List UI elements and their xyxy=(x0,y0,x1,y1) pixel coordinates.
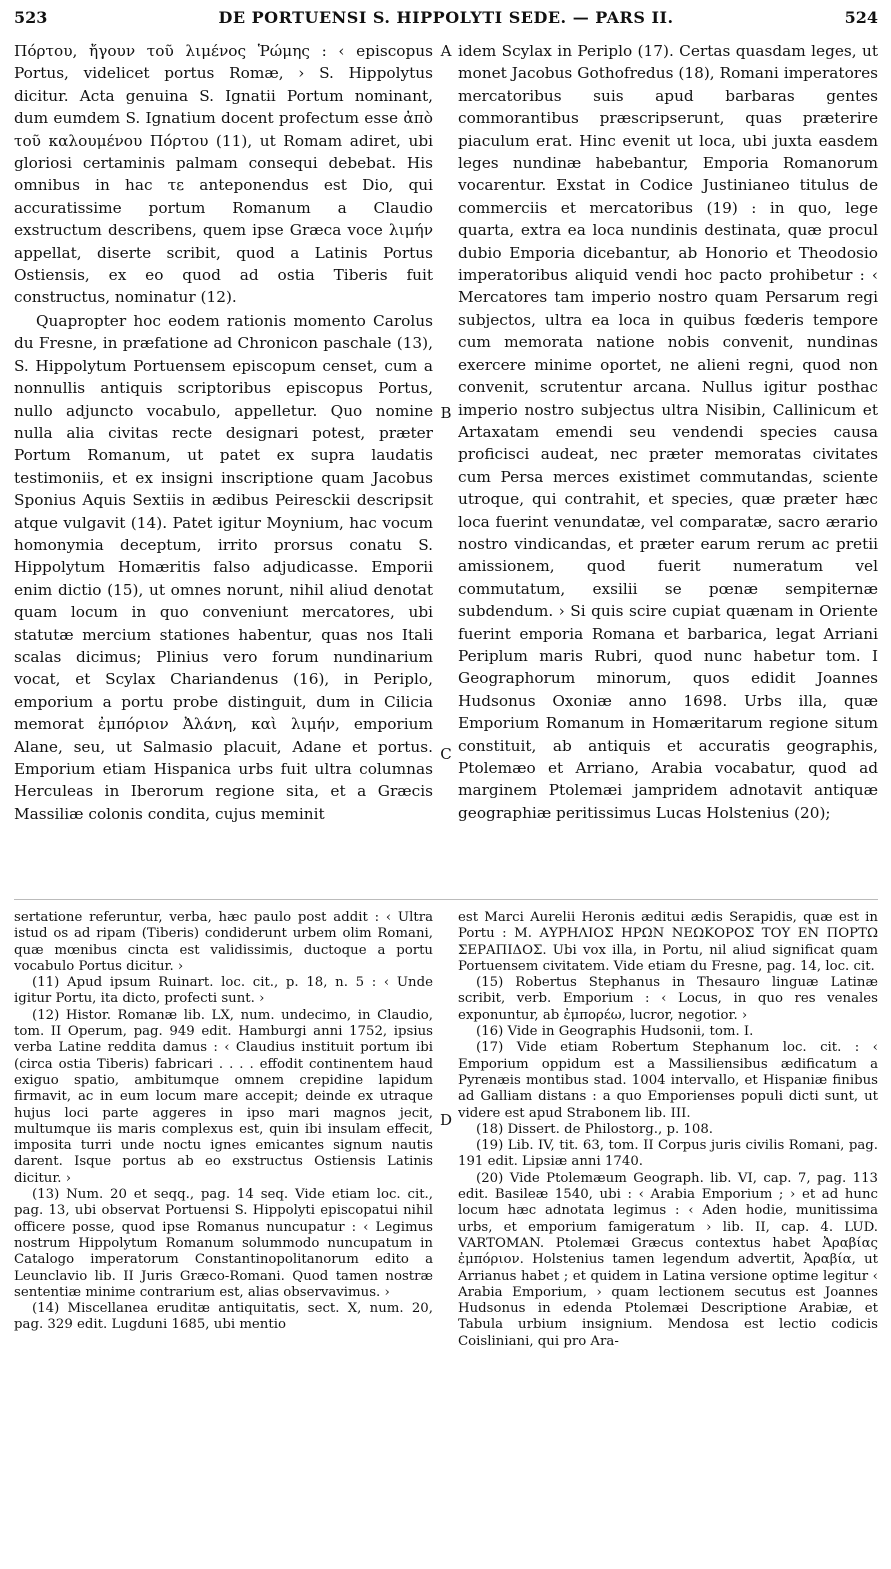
page-number-left: 523 xyxy=(14,8,48,27)
footnote-12: (12) Histor. Romanæ lib. LX, num. undecimo, in Claudio, tom. II Operum, pag. 949 edit. Hamburgi anni 1752, ipsius verba Latine reddita damus : ‹ Claudius instituit portum ibi (circa ostia Tiberis) fabricari . . . . effodit continentem haud exiguo spatio, ambitumque omnem crepidine lapidum firmavit, ac in eum locum mare accepit; deinde ex utraque hujus loci parte aggeres in ipso mari magnos jecit, multumque iis maris complexus est, quin ibi insulam effecit, imposita turri unde noctu ignes emicantes signum nautis darent. Isque portus ab eo exstructus Ostiensis Latinis dicitur. › xyxy=(14,1007,433,1186)
footnote-11: (11) Apud ipsum Ruinart. loc. cit., p. 18, n. 5 : ‹ Unde igitur Portu, ita dicto, profecti sunt. › xyxy=(14,975,433,1007)
left-main-paragraph-1: Πόρτου, ἤγουν τοῦ λιμένος Ῥώμης : ‹ episcopus Portus, videlicet portus Romæ, › S. Hippolytus dicitur. Acta genuina S. Ignatii Portum nominant, dum eumdem S. Ignatium docent profectum esse ἀπὸ τοῦ καλουμένου Πόρτου (11), ut Romam adiret, ubi gloriosi certaminis palmam consequi debebat. His omnibus in hac τε anteponendus est Dio, qui accuratissime portum Romanum a Claudio exstructum describens, quem ipse Græca voce λιμήν appellat, diserte scribit, quod a Latinis Portus Ostiensis, ex eo quod ad ostia Tiberis fuit constructus, nominatur (12). xyxy=(14,42,433,307)
footnote-separator xyxy=(14,899,878,900)
right-main-column xyxy=(458,40,878,890)
running-header xyxy=(14,8,878,34)
margin-marker-a: A xyxy=(440,42,452,60)
running-title: DE PORTUENSI S. HIPPOLYTI SEDE. — PARS II. xyxy=(218,8,674,27)
footnote-17: (17) Vide etiam Robertum Stephanum loc. cit. : ‹ Emporium oppidum est a Massiliensibus ædificatum a Pyrenæis montibus stad. 1004 intervallo, et Hispaniæ finibus ad Galliam distans : a quo Emporienses populi dicti sunt, ut videre est apud Strabonem lib. III. xyxy=(458,1040,878,1121)
footnote-18: (18) Dissert. de Philostorg., p. 108. xyxy=(476,1121,714,1137)
page-number-right: 524 xyxy=(844,8,878,27)
footnote-15: (15) Robertus Stephanus in Thesauro linguæ Latinæ scribit, verb. Emporium : ‹ Locus, in quo res venales exponuntur, ab ἐμπορέω, lucror, negotior. › xyxy=(458,975,878,1023)
footnote-16: (16) Vide in Geographis Hudsonii, tom. I. xyxy=(476,1024,754,1040)
footnote-20: (20) Vide Ptolemæum Geograph. lib. VI, cap. 7, pag. 113 edit. Basileæ 1540, ubi : ‹ Arabia Emporium ; › et ad hunc locum hæc adnotata legimus : ‹ Aden hodie, munitissima urbs, et emporium famigeratum › lib. II, cap. 4. LUD. VARTOMAN. Ptolemæi Græcus contextus habet Ἀραβίας ἐμπόριον. Holstenius tamen legendum advertit, Ἀραβία, ut Arrianus habet ; et quidem in Latina versione optime legitur ‹ Arabia Emporium, › quam lectionem secutus est Joannes Hudsonus in edenda Ptolemæi Descriptione Arabiæ, et Tabula urbium insignium. Mendosa est lectio codicis Coisliniani, qui pro Ara- xyxy=(458,1170,878,1349)
footnote-13: (13) Num. 20 et seqq., pag. 14 seq. Vide etiam loc. cit., pag. 13, ubi observat Portuensi S. Hippolyti episcopatui nihil officere posse, quod ipse Romanus nuncupatur : ‹ Legimus nostrum Hippolytum Romanum solummodo nuncupatum in Catalogo imperatorum Constantinopolitanorum edito a Leunclavio lib. II Juris Græco-Romani. Quod tamen nostræ sententiæ minime contrarium est, alias observavimus. › xyxy=(14,1187,433,1300)
footnote-continuation: sertatione referuntur, verba, hæc paulo post addit : ‹ Ultra istud os ad ripam (Tiberis) condiderunt urbem olim Romani, quæ mœnibus cincta est validissimis, ductoque a portu vocabulo Portus dicitur. › xyxy=(14,910,433,974)
margin-marker-d: D xyxy=(439,1111,453,1129)
footnote-14-continuation: est Marci Aurelii Heronis æditui ædis Serapidis, quæ est in Portu : Μ. ΑΥΡΗΛΙΟΣ ΗΡΩΝ ΝΕΩΚΟΡΟΣ ΤΟΥ ΕΝ ΠΟΡΤΩ ΣΕΡΑΠΙΔΟΣ. Ubi vox illa, in Portu, nil aliud significat quam Portuensem civitatem. Vide etiam du Fresne, pag. 14, loc. cit. xyxy=(458,910,878,974)
footnote-19: (19) Lib. IV, tit. 63, tom. II Corpus juris civilis Romani, pag. 191 edit. Lipsiæ anni 1740. xyxy=(458,1138,878,1170)
left-main-column xyxy=(14,40,433,890)
right-main-paragraph-1: idem Scylax in Periplo (17). Certas quasdam leges, ut monet Jacobus Gothofredus (18), Romani imperatores mercatoribus suis apud barbaras gentes commorantibus præscripserunt, quas præterire piaculum erat. Hinc evenit ut loca, ubi juxta easdem leges nundinæ habebantur, Emporia Romanorum vocarentur. Exstat in Codice Justinianeo titulus de commerciis et mercatoribus (19) : in quo, lege quarta, extra ea loca nundinis destinata, quæ procul dubio Emporia dicebantur, ab Honorio et Theodosio imperatoribus aliquid vendi hoc pacto prohibetur : ‹ Mercatores tam imperio nostro quam Persarum regi subjectos, ultra ea loca in quibus fœderis tempore cum memorata natione nobis convenit, nundinas exercere minime oportet, ne alieni regni, quod non convenit, scrutentur arcana. Nullus igitur posthac imperio nostro subjectus ultra Nisibin, Callinicum et Artaxatam emendi seu vendendi species causa proficisci audeat, nec præter memoratas civitates cum Persa merces existimet commutandas, sciente utroque, qui contrahit, et species, quæ præter hæc loca fuerint venundatæ, vel comparatæ, sacro ærario nostro vindicandas, et præter earum rerum ac pretii amissionem, quod fuerit numeratum vel commutatum, exsilii se pœnæ sempiternæ subdendum. › Si quis scire cupiat quænam in Oriente fuerint emporia Romana et barbarica, legat Arriani Periplum maris Rubri, quod nunc habetur tom. I Geographorum minorum, quos edidit Joannes Hudsonus Oxoniæ anno 1698. Urbs illa, quæ Emporium Romanum in Homæritarum regione situm constituit, ab antiquis et accuratis geographis, Ptolemæo et Arriano, Arabia vocabatur, quod ad marginem Ptolemæi jampridem adnotavit antiquæ geographiæ peritissimus Lucas Holstenius (20); xyxy=(458,42,878,822)
margin-marker-c: C xyxy=(440,745,452,763)
margin-marker-b: B xyxy=(440,404,452,422)
right-footnotes-column xyxy=(458,910,878,1562)
left-main-paragraph-2: Quapropter hoc eodem rationis momento Carolus du Fresne, in præfatione ad Chronicon paschale (13), S. Hippolytum Portuensem episcopum censet, cum a nonnullis antiquis scriptoribus episcopus Portus, nullo adjuncto vocabulo, appelletur. Quo nomine nulla alia civitas recte designari potest, præter Portum Romanum, ut patet ex supra laudatis testimoniis, et ex insigni inscriptione quam Jacobus Sponius Aquis Sextiis in ædibus Peiresckii descripsit atque vulgavit (14). Patet igitur Moynium, hac vocum homonymia deceptum, irrito prorsus conatu S. Hippolytum Homæritis falso adjudicasse. Emporii enim dictio (15), ut omnes norunt, nihil aliud denotat quam locum in quo conveniunt mercatores, ubi statutæ mercium stationes habentur, quas nos Itali scalas dicimus; Plinius vero forum nundinarium vocat, et Scylax Chariandenus (16), in Periplo, emporium a portu probe distinguit, dum in Cilicia memorat ἐμπόριον Ἀλάνη, καὶ λιμήν, emporium Alane, seu, ut Salmasio placuit, Adane et portus. Emporium etiam Hispanica urbs fuit ultra columnas Herculeas in Iberorum regione sita, et a Græcis Massiliæ colonis condita, cujus meminit xyxy=(14,311,433,823)
footnote-14: (14) Miscellanea eruditæ antiquitatis, sect. X, num. 20, pag. 329 edit. Lugduni 1685, ubi mentio xyxy=(14,1301,433,1333)
left-footnotes-column xyxy=(14,910,433,1562)
